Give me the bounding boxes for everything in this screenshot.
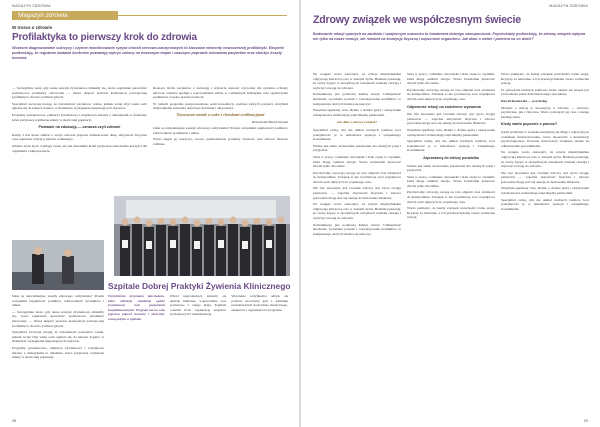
paragraph: Komunikacja jest podstawą każdej relacji. Umiejętność słuchania, wyrażania potrzeb i rozwiązywania konfliktów to kompetencje, których można się nauczyć. [313, 222, 401, 236]
article-column-1 [313, 72, 401, 417]
inset-headline: Szpitale Dobrej Praktyki Żywienia Klinicznego [108, 281, 291, 291]
section-label-bar [12, 11, 118, 20]
column-subhead: Odporność relacji na codzienne wyzwania [407, 104, 481, 109]
paragraph: Wspólnie spędzany czas, dbanie o drobne gesty i okazywanie wdzięczności wzmacniają więź między partnerami. [501, 186, 589, 196]
paragraph: Wspólnie spędzany czas, dbanie o drobne gesty i okazywanie wdzięczności wzmacniają więź między partnerami. [313, 108, 401, 117]
paragraph: Komunikacja jest podstawą każdej relacji. Umiejętność słuchania, wyrażania potrzeb i rozwiązywania konfliktów to kompetencje, których można się nauczyć. [313, 92, 401, 106]
paragraph: Wspólnie spędzany czas, dbanie o drobne gesty i okazywanie wdzięczności wzmacniają więź między partnerami. [407, 127, 495, 137]
paragraph: Jeżeli problemy w związku utrzymują się długo i wpływają na codzienne funkcjonowanie, warto skorzystać z konsultacji psychologicznej. Wczesna interwencja zwiększa szanse na odbudowanie porozumienia. [501, 129, 589, 148]
paragraph: Nie bez znaczenia jest również zdrowy styl życia obojga partnerów — wspólna aktywność fizyczna i zdrowe gotowanie mogą stać się okazją do budowania bliskości. [313, 186, 401, 200]
call-to-action: Zapraszamy do lektury poradnika [423, 155, 479, 160]
kicker: W trosce o zdrowie [12, 25, 53, 30]
article-column-3 [501, 72, 589, 417]
paragraph: Specjaliści zwracają uwagę, że świadomość pacjentów rośnie, jednak wciąż zbyt wiele osób zgłasza się do lekarza dopiero w momencie wystąpienia niepokojących objawów. [12, 101, 147, 111]
author-line: Dawid Kozłowski — psycholog [501, 98, 548, 103]
paragraph: Stres w pracy, codzienne obowiązki i brak czasu to czynniki, które mogą osłabiać relacje. Warto świadomie planować chwile tylko dla siebie. [407, 174, 495, 188]
paragraph: Stres w pracy, codzienne obowiązki i brak czasu to czynniki, które mogą osłabiać relacje. Warto świadomie planować chwile tylko dla siebie. [313, 154, 401, 169]
inset-column-1: Wyróżnienia przyznano placówkom, które wdrożyły standardy opieki żywieniowej nad pacjentami hospitalizowanymi. Program ma na celu poprawę jakości leczenia i skrócenie czasu pobytu w szpitalu. [108, 294, 165, 321]
paragraph: Nie bez znaczenia jest również zdrowy styl życia obojga partnerów — wspólna aktywność fizyczna i zdrowe gotowanie mogą stać się okazją do budowania bliskości. [407, 112, 495, 126]
paragraph: Specjaliści radzą, aby nie unikać trudnych rozmów, lecz podejmować je w atmosferze spokoju i wzajemnego zrozumienia. [313, 127, 401, 142]
article-headline: Profilaktyka to pierwszy krok do zdrowia [12, 32, 197, 43]
inset-column-2: Wśród nagrodzonych znalazły się szpitale kliniczne, wojewódzkie oraz powiatowe z całego kraju. Kapituła oceniała m.in. organizację zespołów żywieniowych i dokumentację. [169, 294, 227, 316]
paragraph: Zmiana stylu życia wymaga czasu, ale już niewielkie kroki przynoszą zauważalne korzyści dla organizmu i samopoczucia. [12, 143, 147, 153]
paragraph: Rosnąca liczba pacjentów z nadwagą i otyłością stanowi wyzwanie dla systemu ochrony zdrowia. Lekarze apelują o wprowadzenie zmian w codziennym jadłospisie oraz ograniczenie produktów wysoko przetworzonych. [153, 86, 288, 100]
inset-column-3: Wręczenie certyfikatów odbyło się podczas uroczystej gali z udziałem przedstawicieli środowiska medycznego, ekspertów i organizatorów programu. [231, 294, 289, 312]
byline: Rozmawiał Marek Nowak [251, 119, 288, 124]
paragraph: Ważne jest także zachowanie przestrzeni dla własnych pasji i przyjaciół. [407, 163, 495, 173]
paragraph: Psycholodzy zwracają uwagę na rolę empatii oraz zdolności do kompromisu. Związek to nie rywalizacja, lecz współpraca dwóch osób dążących do wspólnego celu. [313, 170, 401, 184]
page-number: 29 [583, 419, 588, 423]
paragraph: Warto sięgać po warzywa, owoce, pełnoziarniste produkty zbożowe oraz zdrowe tłuszcze roślinne. [153, 137, 288, 146]
paragraph: Na wstępie warto zauważyć, że relacje międzyludzkie odgrywają kluczową rolę w naszym życiu. Badania pokazują, że osoby żyjące w szczęśliwych związkach rzadziej chorują i szybciej wracają do zdrowia. [313, 72, 401, 90]
group-photo-illustration [114, 196, 290, 276]
event-group-photo [114, 196, 290, 276]
paragraph: Na wstępie warto zauważyć, że relacje międzyludzkie odgrywają kluczową rolę w naszym życiu. Badania pokazują, że osoby żyjące w szczęśliwych związkach rzadziej chorują i szybciej wracają do zdrowia. [501, 150, 589, 169]
paragraph: W ramach programu przeprowadzono setki konsultacji, podczas których pacjenci otrzymali indywidualne zalecenia dotyczące żywienia i aktywności. [153, 101, 288, 111]
paragraph: Programy przesiewowe, edukacja żywieniowa i współpraca lekarzy z dietetykami to działania, które przynoszą wymierne efekty w skali całej populacji. [12, 112, 147, 122]
paragraph: Programy przesiewowe, edukacja żywieniowa i współpraca lekarzy z dietetykami to działania, które przynoszą wymierne efekty w skali całej populacji. [12, 345, 104, 360]
column-subhead: Kiedy warto poprosić o pomoc? [501, 122, 558, 127]
article-column-3 [12, 294, 104, 412]
paragraph: Każdy z nas może zadbać o swoje zdrowie poprzez zbilansowaną dietę, aktywność fizyczną oraz regularne wizyty u lekarza rodzinnego. [12, 132, 147, 142]
paragraph: — Szczególnie teraz, gdy nasze nawyki żywieniowe zmieniły się, warto regularnie sprawdzać podstawowe parametry zdrowotne — mówi ekspert podczas konferencji poświęconej profilaktyce chorób cywilizacyjnych. [12, 86, 147, 100]
column-subhead: Postawić na edukację — oznacza czyli zdrowie [38, 125, 121, 130]
paragraph: Warto pamiętać, że każdy związek przechodzi różne etapy. Kryzysy są naturalne, a ich przezwyciężenie często wzmacnia relację. [501, 72, 589, 86]
paragraph: Ważne jest także zachowanie przestrzeni dla własnych pasji i przyjaciół. [313, 143, 401, 153]
paragraph: Warto pamiętać, że każdy związek przechodzi różne etapy. Kryzysy są naturalne, a ich przezwyciężenie często wzmacnia relację. [407, 206, 495, 220]
small-photo-illustration [12, 240, 104, 290]
running-head: MAGAZYN ZDROWIA [549, 4, 588, 8]
left-lower-column [12, 294, 104, 412]
right-page [301, 0, 600, 427]
paragraph: Specjaliści radzą, aby nie unikać trudnych rozmów, lecz podejmować je w atmosferze spokoju i wzajemnego zrozumienia. [407, 139, 495, 153]
pull-quote: Nowoczesne metody w walce z chorobami cywilizacyjnymi [176, 112, 265, 117]
article-lead: Budowanie relacji opartych na zaufaniu i wzajemnym szacunku to fundament dobrego samopoczucia. Psycholodzy podkreślają, że zdrowy związek wpływa nie tylko na nasze emocje, ale również na kondycję fizyczną i odporność organizmu. Jak dbać o siebie i partnera na co dzień? [313, 32, 586, 42]
paragraph: Jakie są najważniejsze zasady zdrowego odżywiania? Przede wszystkim regularność posiłków, różnorodność produktów i umiar. [12, 294, 104, 308]
page-number: 28 [12, 419, 17, 423]
paragraph: Na wstępie warto zauważyć, że relacje międzyludzkie odgrywają kluczową rolę w naszym życiu. Badania pokazują, że osoby żyjące w szczęśliwych związkach rzadziej chorują i szybciej wracają do zdrowia. [313, 202, 401, 221]
highlight-text: Jak dbać o zdrowy związek? [336, 120, 378, 125]
paragraph: Nie bez znaczenia jest również zdrowy styl życia obojga partnerów — wspólna aktywność fizyczna i zdrowe gotowanie mogą stać się okazją do budowania bliskości. [501, 170, 589, 184]
paragraph: W sytuacjach trudnych pomocna może okazać się terapia par prowadzona przez doświadczonego specjalistę. [501, 87, 589, 97]
article-headline: Zdrowy związek we współczesnym świecie [313, 14, 521, 26]
paragraph: — Szczególnie teraz, gdy nasze nawyki żywieniowe zmieniły się, warto regularnie sprawdzać podstawowe parametry zdrowotne — mówi ekspert podczas konferencji poświęconej profilaktyce chorób cywilizacyjnych. [12, 309, 104, 328]
paragraph: Psycholodzy zwracają uwagę na rolę empatii oraz zdolności do kompromisu. Związek to nie rywalizacja, lecz współpraca dwóch osób dążących do wspólnego celu. [407, 87, 495, 101]
section-label: Magazyn zdrowia [18, 12, 68, 19]
article-lead: Wczesne diagnozowanie cukrzycy i czynne monitorowanie ryzyka chorób sercowo-naczyniowych to kluczowe elementy nowoczesnej profilaktyki. Eksperci podkreślają, że regularne badania kontrolne pozwalają wykryć zmiany na wczesnym etapie i znacząco poprawić rokowania pacjentów oraz obniżyć koszty leczenia. [12, 46, 285, 61]
paragraph: Psycholodzy zwracają uwagę na rolę empatii oraz zdolności do kompromisu. Związek to nie rywalizacja, lecz współpraca dwóch osób dążących do wspólnego celu. [407, 190, 495, 204]
left-page [0, 0, 299, 427]
paragraph: Specjaliści zwracają uwagę, że świadomość pacjentów rośnie, jednak wciąż zbyt wiele osób zgłasza się do lekarza dopiero w momencie wystąpienia niepokojących objawów. [12, 330, 104, 344]
article-columns [313, 72, 589, 417]
paragraph: Dbałość o relacje to inwestycja w zdrowie — zarówno psychiczne, jak i fizyczne. Warto poświęcić jej czas i uwagę każdego dnia. [501, 105, 589, 119]
inset-body [108, 294, 288, 321]
paragraph: Stres w pracy, codzienne obowiązki i brak czasu to czynniki, które mogą osłabiać relacje. Warto świadomie planować chwile tylko dla siebie. [407, 72, 495, 86]
header-rule [118, 15, 287, 16]
paragraph: Jakie są najważniejsze zasady zdrowego odżywiania? Przede wszystkim regularność posiłków, różnorodność produktów i umiar. [153, 126, 288, 135]
paragraph: Specjaliści radzą, aby nie unikać trudnych rozmów, lecz podejmować je w atmosferze spokoju i wzajemnego zrozumienia. [501, 197, 589, 211]
article-column-2 [407, 72, 495, 417]
event-photo-small [12, 240, 104, 290]
running-head: MAGAZYN ZDROWIA [12, 4, 51, 8]
